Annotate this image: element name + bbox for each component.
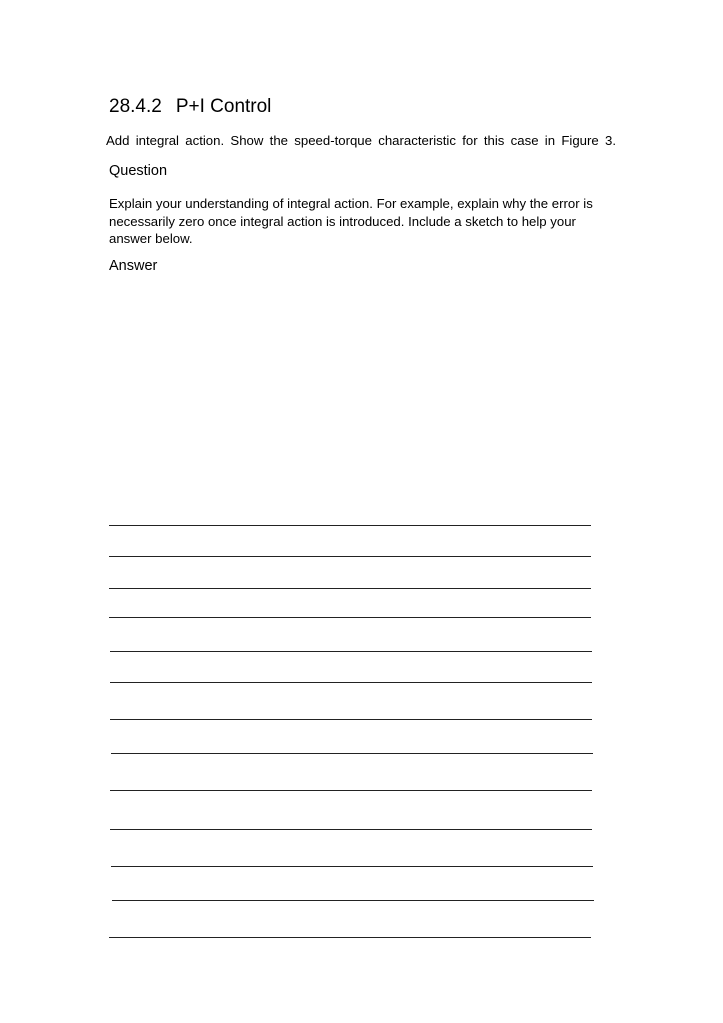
answer-line (109, 617, 591, 618)
intro-instruction: Add integral action. Show the speed-torque characteristic for this case in Figure 3. (106, 133, 616, 148)
answer-line (109, 556, 591, 557)
answer-line (110, 682, 592, 683)
answer-line (110, 651, 592, 652)
section-heading (109, 96, 271, 118)
answer-line (109, 588, 591, 589)
answer-line (109, 937, 591, 938)
answer-line (112, 900, 594, 901)
section-number: 28.4.2 (109, 96, 162, 117)
answer-line (111, 866, 593, 867)
answer-line (109, 525, 591, 526)
answer-line (111, 753, 593, 754)
answer-line (110, 719, 592, 720)
question-text: Explain your understanding of integral action. For example, explain why the error is necessarily zero once integral action is introduced. Include a sketch to help your answer below. (109, 196, 593, 246)
question-label: Question (109, 163, 168, 179)
answer-label: Answer (109, 258, 158, 274)
section-title: P+I Control (175, 96, 272, 117)
answer-line (110, 790, 592, 791)
answer-line (110, 829, 592, 830)
